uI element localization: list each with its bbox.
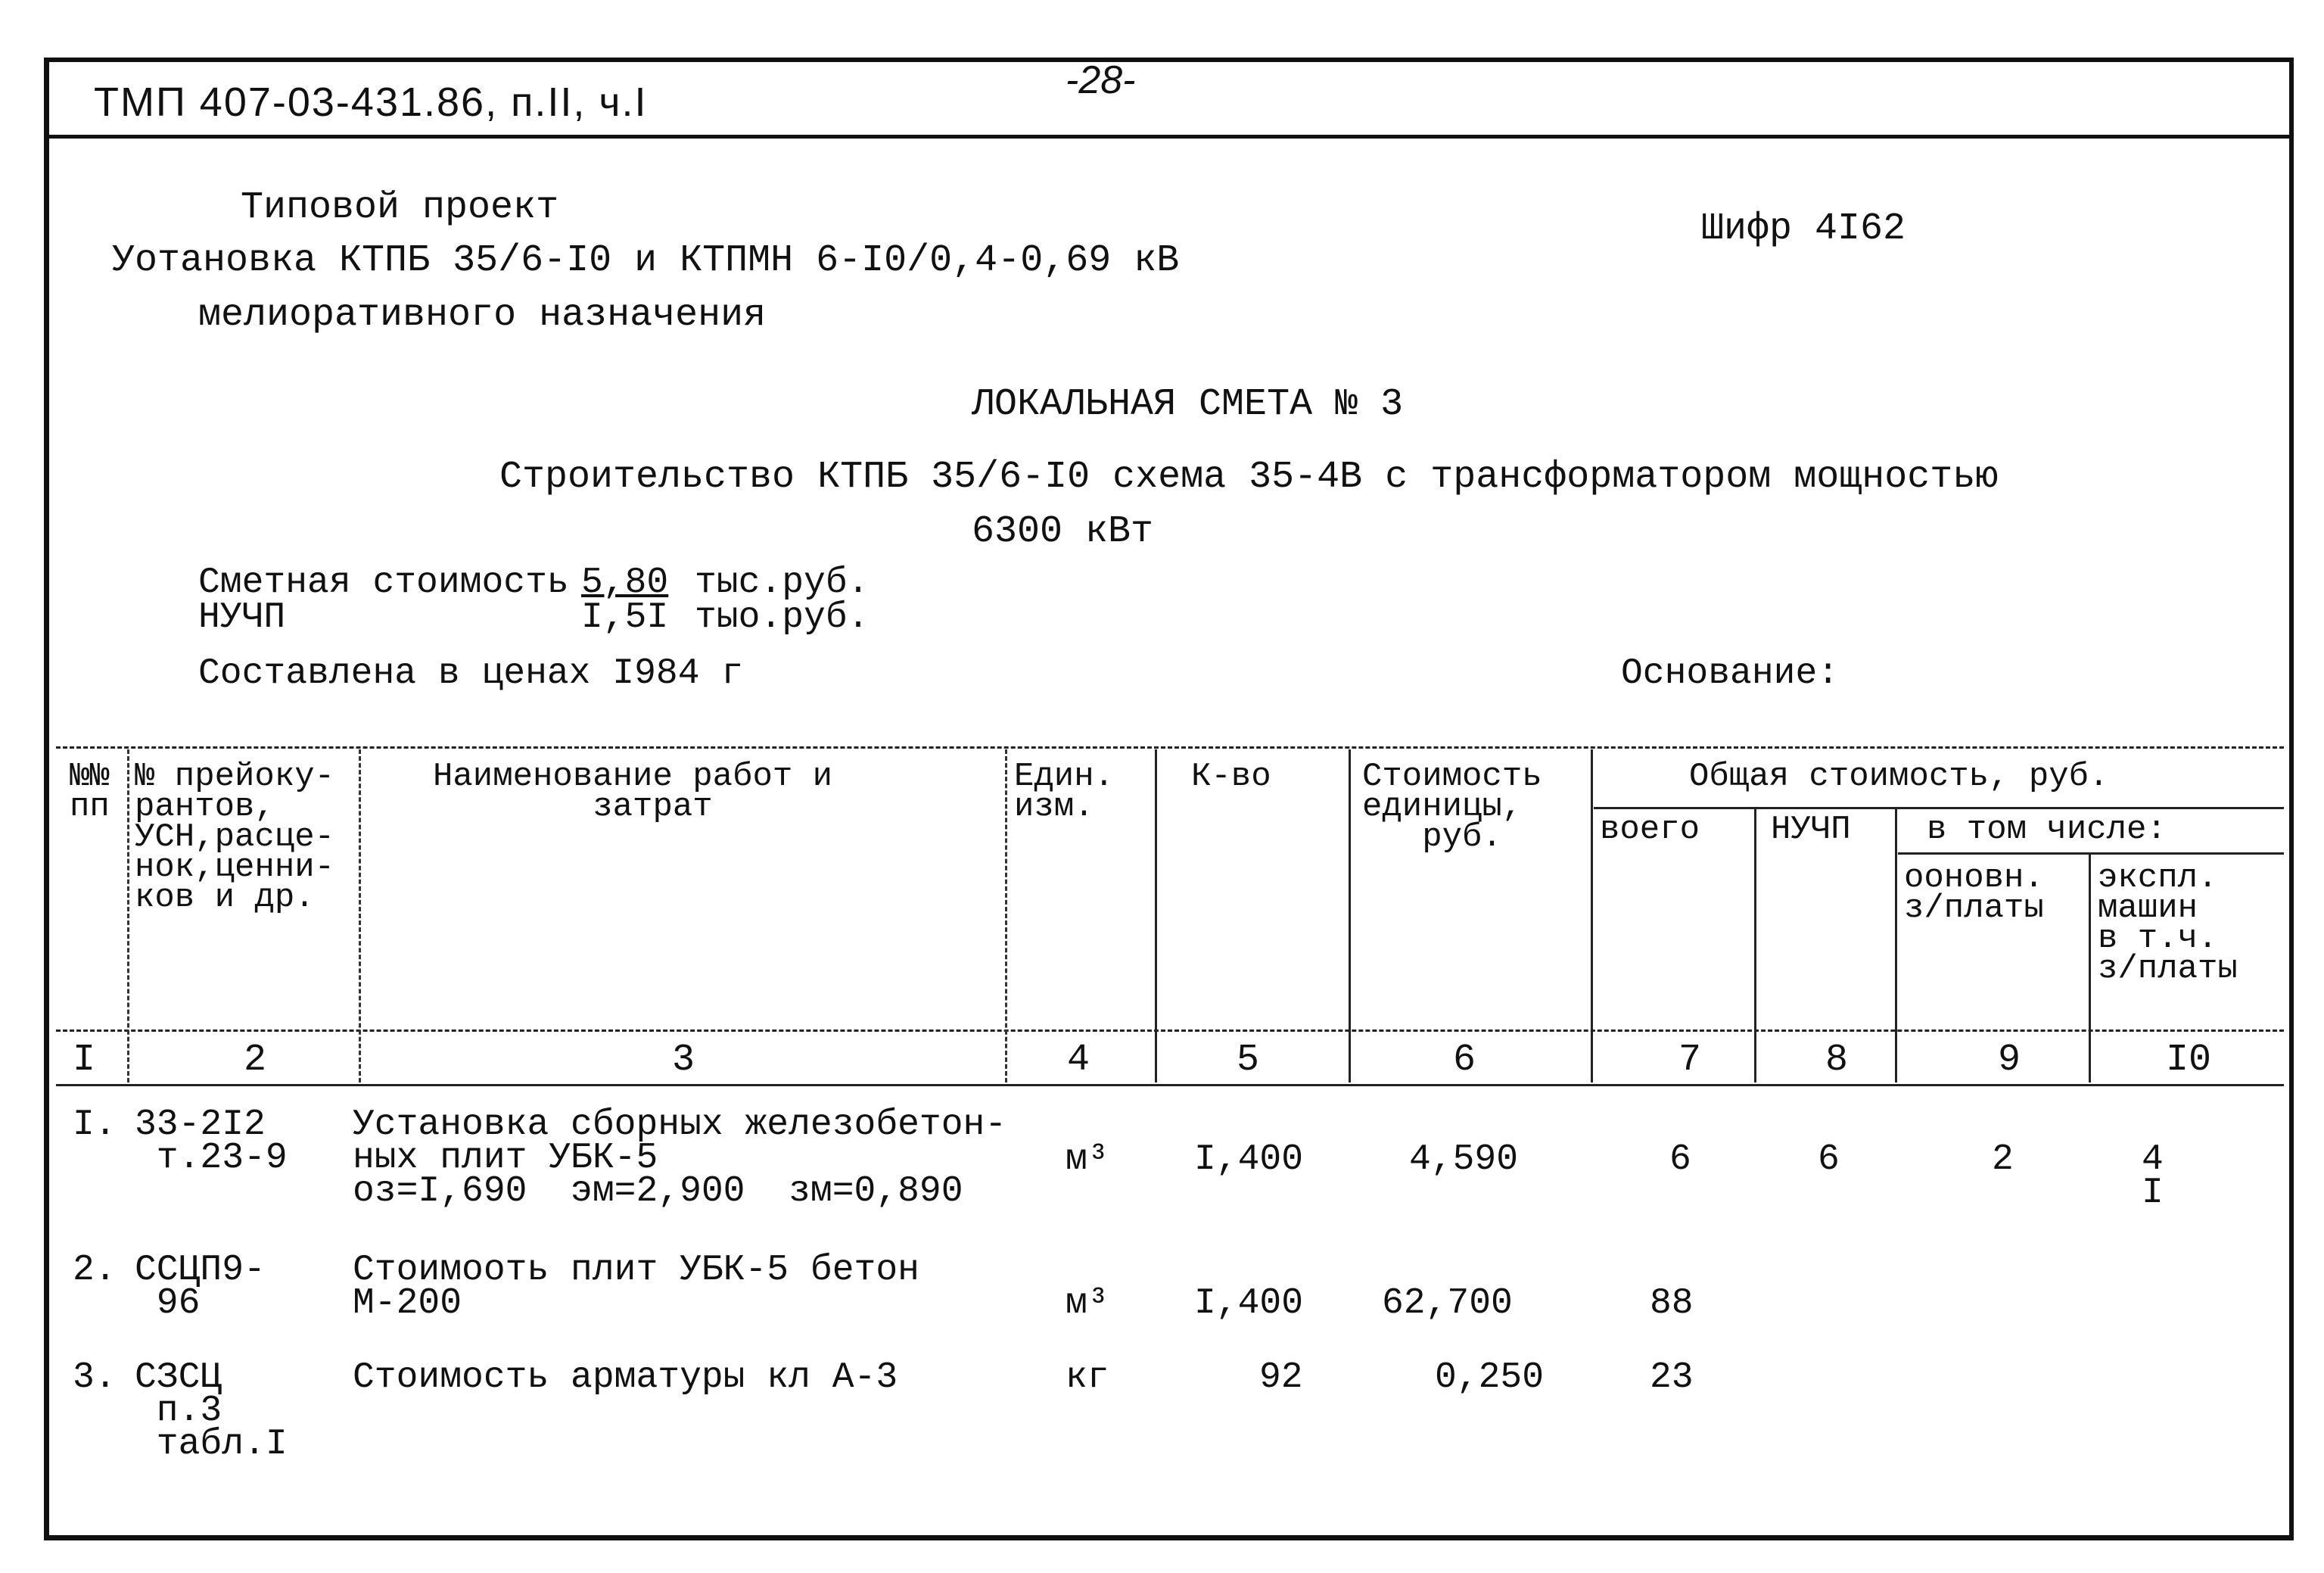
row-unit-cost: 62,700 [1382,1283,1513,1324]
document-code: ТМП 407-03-431.86, п.II, ч.I [94,79,648,125]
row-number: I. [73,1104,117,1145]
incl-group-line [1898,852,2284,855]
header-machine-operation: экспл. машин в т.ч. з/платы [2098,859,2238,988]
header-price-list-refs: № прейоку- рантов, УСН,расце- нок,ценни- ков и др. [135,758,335,917]
header-bottom-line [56,1029,2284,1032]
column-number: 6 [1453,1039,1476,1082]
project-name: Уотановка КТПБ 35/6-I0 и КТПМН 6-I0/0,4-0,69 кВ [112,239,1180,282]
column-number: 3 [672,1039,695,1082]
header-unit: Един. изм. [1014,758,1115,826]
column-number: I0 [2166,1039,2212,1082]
row-number: 3. [73,1357,117,1398]
header-including-group: в том числе: [1927,811,2167,849]
column-number: 4 [1067,1039,1090,1082]
estimate-title: ЛОКАЛЬНАЯ СМЕТА № 3 [972,383,1404,426]
header-separator [44,135,2293,139]
header-total: воего [1600,811,1700,849]
prices-year: Составлена в ценах I984 г [198,653,744,694]
row-unit: м³ [1066,1139,1109,1180]
project-type: Типовой проект [241,186,559,229]
row-base-wages: 2 [1992,1139,2014,1180]
basis-label: Основание: [1621,653,1840,694]
column-number: I [73,1039,96,1082]
nuchp-label: НУЧП [198,597,286,638]
column-number: 8 [1825,1039,1849,1082]
column-number: 9 [1998,1039,2021,1082]
col-divider-9 [2089,854,2091,1082]
row-number: 2. [73,1250,117,1291]
row-total: 23 [1650,1357,1694,1398]
col-divider-6 [1591,749,1593,1082]
header-total-cost-group: Общая стоимость, руб. [1689,758,2109,796]
row-work-name: Стоимость арматуры кл А-3 [353,1357,898,1398]
column-number: 7 [1678,1039,1702,1082]
row-unit-cost: 4,590 [1409,1139,1519,1180]
column-number: 2 [244,1039,267,1082]
row-nuchp: 6 [1818,1139,1840,1180]
col-divider-4 [1155,749,1157,1082]
estimated-cost-unit: тыс.руб. [695,562,870,603]
row-work-name: Стоимооть плит УБК-5 бетон М-200 [353,1250,919,1324]
header-work-name: Наименование работ и затрат [433,758,833,826]
col-divider-7 [1754,808,1756,1082]
row-total: 88 [1650,1283,1694,1324]
column-numbers-line [56,1084,2284,1086]
col-divider-3 [1005,749,1007,1082]
nuchp-unit: тыо.руб. [695,597,870,638]
estimate-subject: Строительство КТПБ 35/6-I0 схема 35-4В с трансформатором мощностью [499,456,1999,499]
row-machine-operation: 4 I [2142,1139,2164,1213]
row-unit: кг [1066,1357,1109,1398]
row-work-name: Установка сборных железобетон- ных плит УБК-5 оз=I,690 эм=2,900 зм=0,890 [353,1104,1007,1212]
estimated-cost-value: 5,80 [581,562,669,603]
header-row-number: №№ пп [70,758,110,826]
col-divider-1 [127,749,129,1082]
row-quantity: I,400 [1194,1283,1304,1324]
row-code: 33-2I2 т.23-9 [135,1104,288,1179]
row-code: СЗСЦ п.3 табл.I [135,1357,288,1465]
header-nuchp: НУЧП [1771,811,1851,849]
row-total: 6 [1669,1139,1691,1180]
col-divider-2 [359,749,361,1082]
estimate-subject-power: 6300 кВт [972,510,1154,553]
col-divider-5 [1349,749,1351,1082]
row-unit-cost: 0,250 [1435,1357,1545,1398]
column-number: 5 [1237,1039,1260,1082]
row-quantity: 92 [1259,1357,1303,1398]
project-cipher: Шифр 4I62 [1701,207,1906,251]
header-unit-cost: Стоимость единицы, руб. [1362,758,1542,856]
nuchp-value: I,5I [581,597,669,638]
row-code: ССЦП9- 96 [135,1250,266,1324]
table-top-line [56,746,2284,749]
header-base-wages: ооновн. з/платы [1904,859,2044,927]
total-group-line [1594,807,2284,809]
page-number: -28- [1066,58,1136,102]
row-unit: м³ [1066,1283,1109,1324]
header-quantity: К-во [1191,758,1271,796]
project-purpose: мелиоративного назначения [198,294,767,337]
estimated-cost-label: Сметная стоимость [198,562,569,603]
row-quantity: I,400 [1194,1139,1304,1180]
col-divider-8 [1895,808,1897,1082]
